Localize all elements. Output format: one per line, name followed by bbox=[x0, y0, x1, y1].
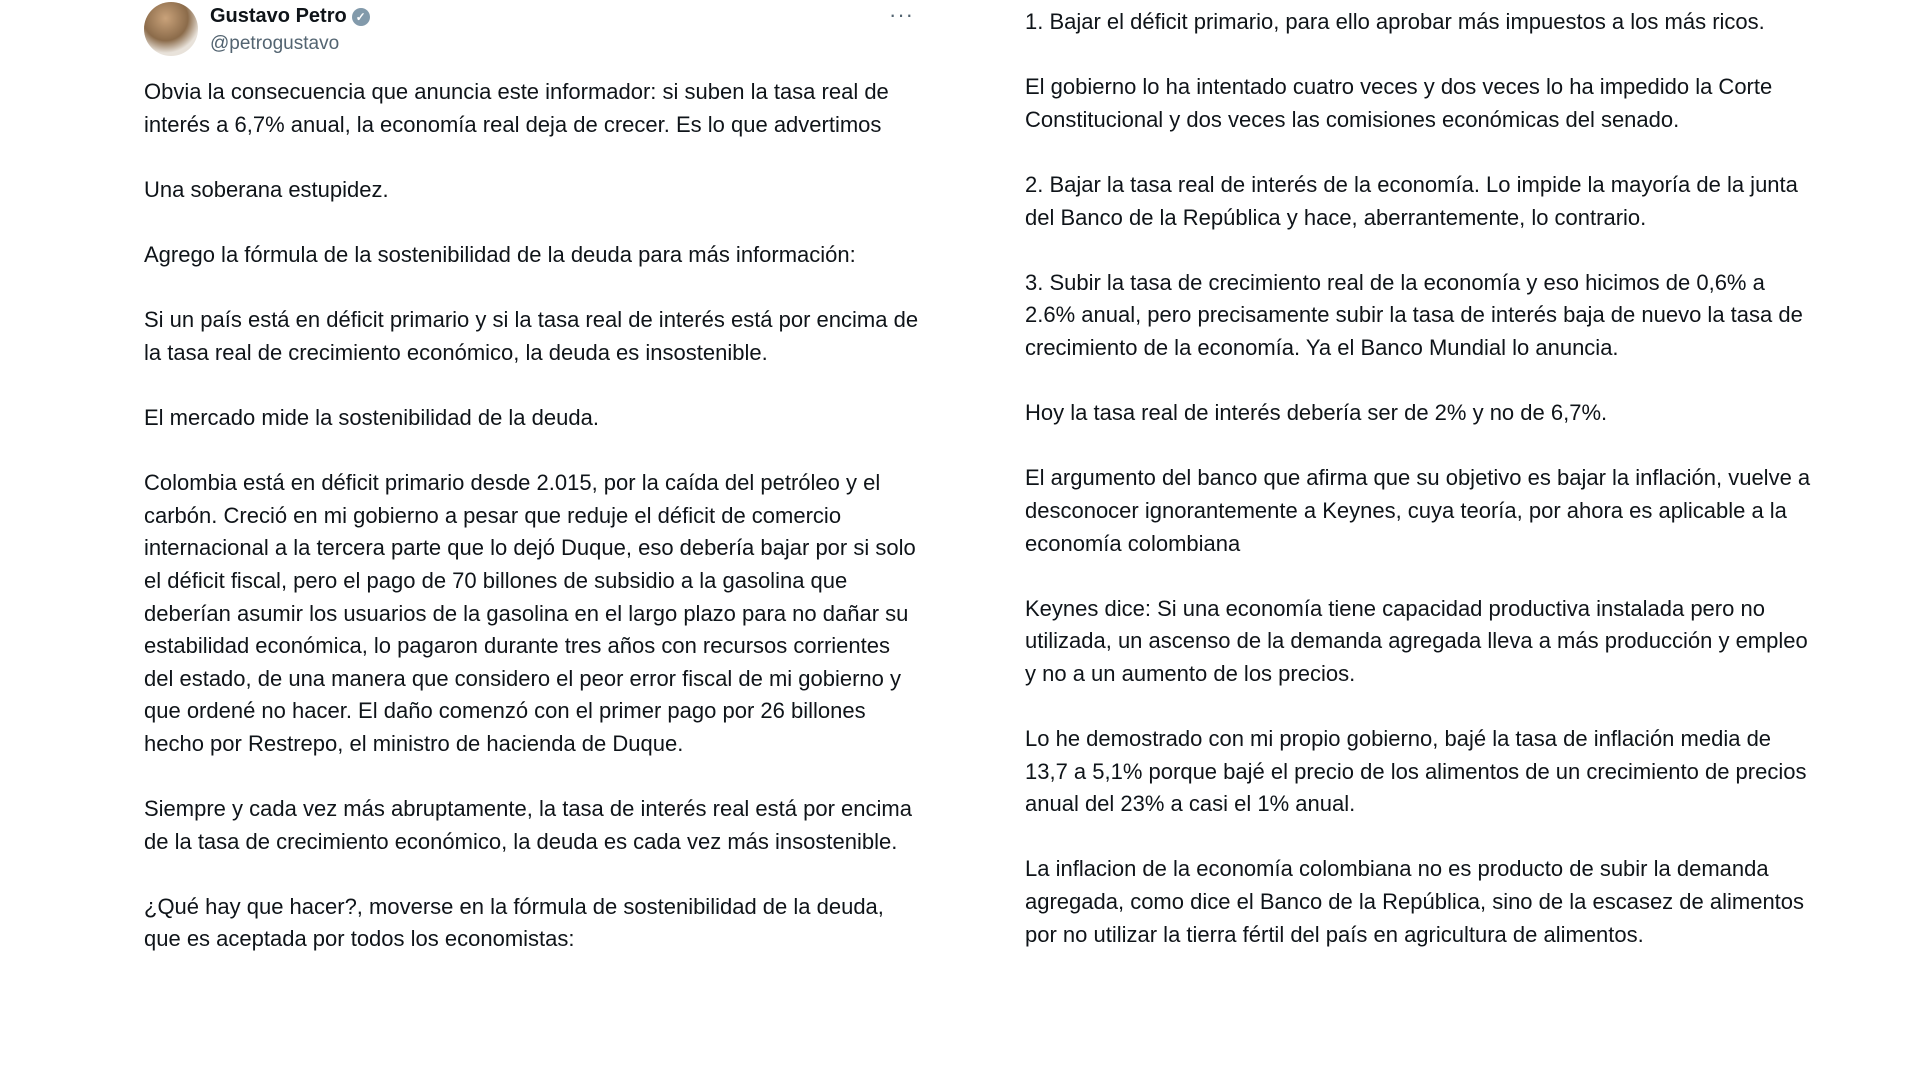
paragraph: Si un país está en déficit primario y si la tasa real de interés está por encima de la tasa real de crecimiento económico, la deuda es insostenible. bbox=[144, 307, 919, 365]
paragraph: Una soberana estupidez. bbox=[144, 176, 389, 202]
paragraph: Agrego la fórmula de la sostenibilidad de la deuda para más información: bbox=[144, 241, 856, 267]
paragraph: 3. Subir la tasa de crecimiento real de la economía y eso hicimos de 0,6% a 2.6% anual, pero precisamente subir la tasa de interés baja de nuevo la tasa de crecimiento de la economía. Ya el Banco Mundial lo anuncia. bbox=[1025, 269, 1803, 360]
tweet-header bbox=[144, 2, 914, 58]
more-options-icon[interactable]: ··· bbox=[889, 2, 914, 27]
paragraph: Obvia la consecuencia que anuncia este informador: si suben la tasa real de interés a 6,7% anual, la economía real deja de crecer. Es lo que advertimos bbox=[144, 79, 889, 137]
avatar[interactable] bbox=[144, 2, 198, 56]
paragraph: La inflacion de la economía colombiana no es producto de subir la demanda agregada, como dice el Banco de la República, sino de la escasez de alimentos por no utilizar la tierra fértil del país en agricultura de alimentos. bbox=[1025, 856, 1805, 947]
paragraph: Siempre y cada vez más abruptamente, la tasa de interés real está por encima de la tasa de crecimiento económico, la deuda es cada vez más insostenible. bbox=[144, 796, 912, 854]
paragraph: El mercado mide la sostenibilidad de la deuda. bbox=[144, 404, 599, 430]
paragraph: Hoy la tasa real de interés debería ser de 2% y no de 6,7%. bbox=[1025, 400, 1608, 426]
paragraph: ¿Qué hay que hacer?, moverse en la fórmula de sostenibilidad de la deuda, que es aceptada por todos los economistas: bbox=[144, 893, 884, 952]
author-name[interactable] bbox=[210, 5, 370, 28]
author-handle[interactable]: @petrogustavo bbox=[210, 33, 340, 54]
verified-badge-icon: ✓ bbox=[352, 8, 370, 26]
tweet-text-right bbox=[1025, 6, 1815, 984]
paragraph: El argumento del banco que afirma que su objetivo es bajar la inflación, vuelve a desconocer ignorantemente a Keynes, cuya teoría, por ahora es aplicable a la economía colombiana bbox=[1025, 465, 1811, 556]
paragraph: 2. Bajar la tasa real de interés de la economía. Lo impide la mayoría de la junta del Banco de la República y hace, aberrantemente, lo contrario. bbox=[1025, 171, 1798, 230]
tweet-text-left bbox=[144, 76, 924, 989]
author-name-text: Gustavo Petro bbox=[210, 5, 347, 27]
paragraph: El gobierno lo ha intentado cuatro veces y dos veces lo ha impedido la Corte Constitucional y dos veces las comisiones económicas del senado. bbox=[1025, 74, 1773, 132]
paragraph: Colombia está en déficit primario desde 2.015, por la caída del petróleo y el carbón. Creció en mi gobierno a pesar que reduje el déficit de comercio internacional a la tercera parte que lo dejó Duque, eso debería bajar por si solo el déficit fiscal, pero el pago de 70 billones de subsidio a la gasolina que deberían asumir los usuarios de la gasolina en el largo plazo para no dañar su estabilidad económica, lo pagaron durante tres años con recursos corrientes del estado, de una manera que considero el peor error fiscal de mi gobierno y que ordené no hacer. El daño comenzó con el primer pago por 26 billones hecho por Restrepo, el ministro de hacienda de Duque. bbox=[144, 470, 916, 756]
paragraph: 1. Bajar el déficit primario, para ello aprobar más impuestos a los más ricos. bbox=[1025, 9, 1765, 34]
paragraph: Keynes dice: Si una economía tiene capacidad productiva instalada pero no utilizada, un ascenso de la demanda agregada lleva a más producción y empleo y no a un aumento de los precios. bbox=[1025, 595, 1808, 686]
paragraph: Lo he demostrado con mi propio gobierno, bajé la tasa de inflación media de 13,7 a 5,1% porque bajé el precio de los alimentos de un crecimiento de precios anual del 23% a casi el 1% anual. bbox=[1025, 726, 1807, 817]
